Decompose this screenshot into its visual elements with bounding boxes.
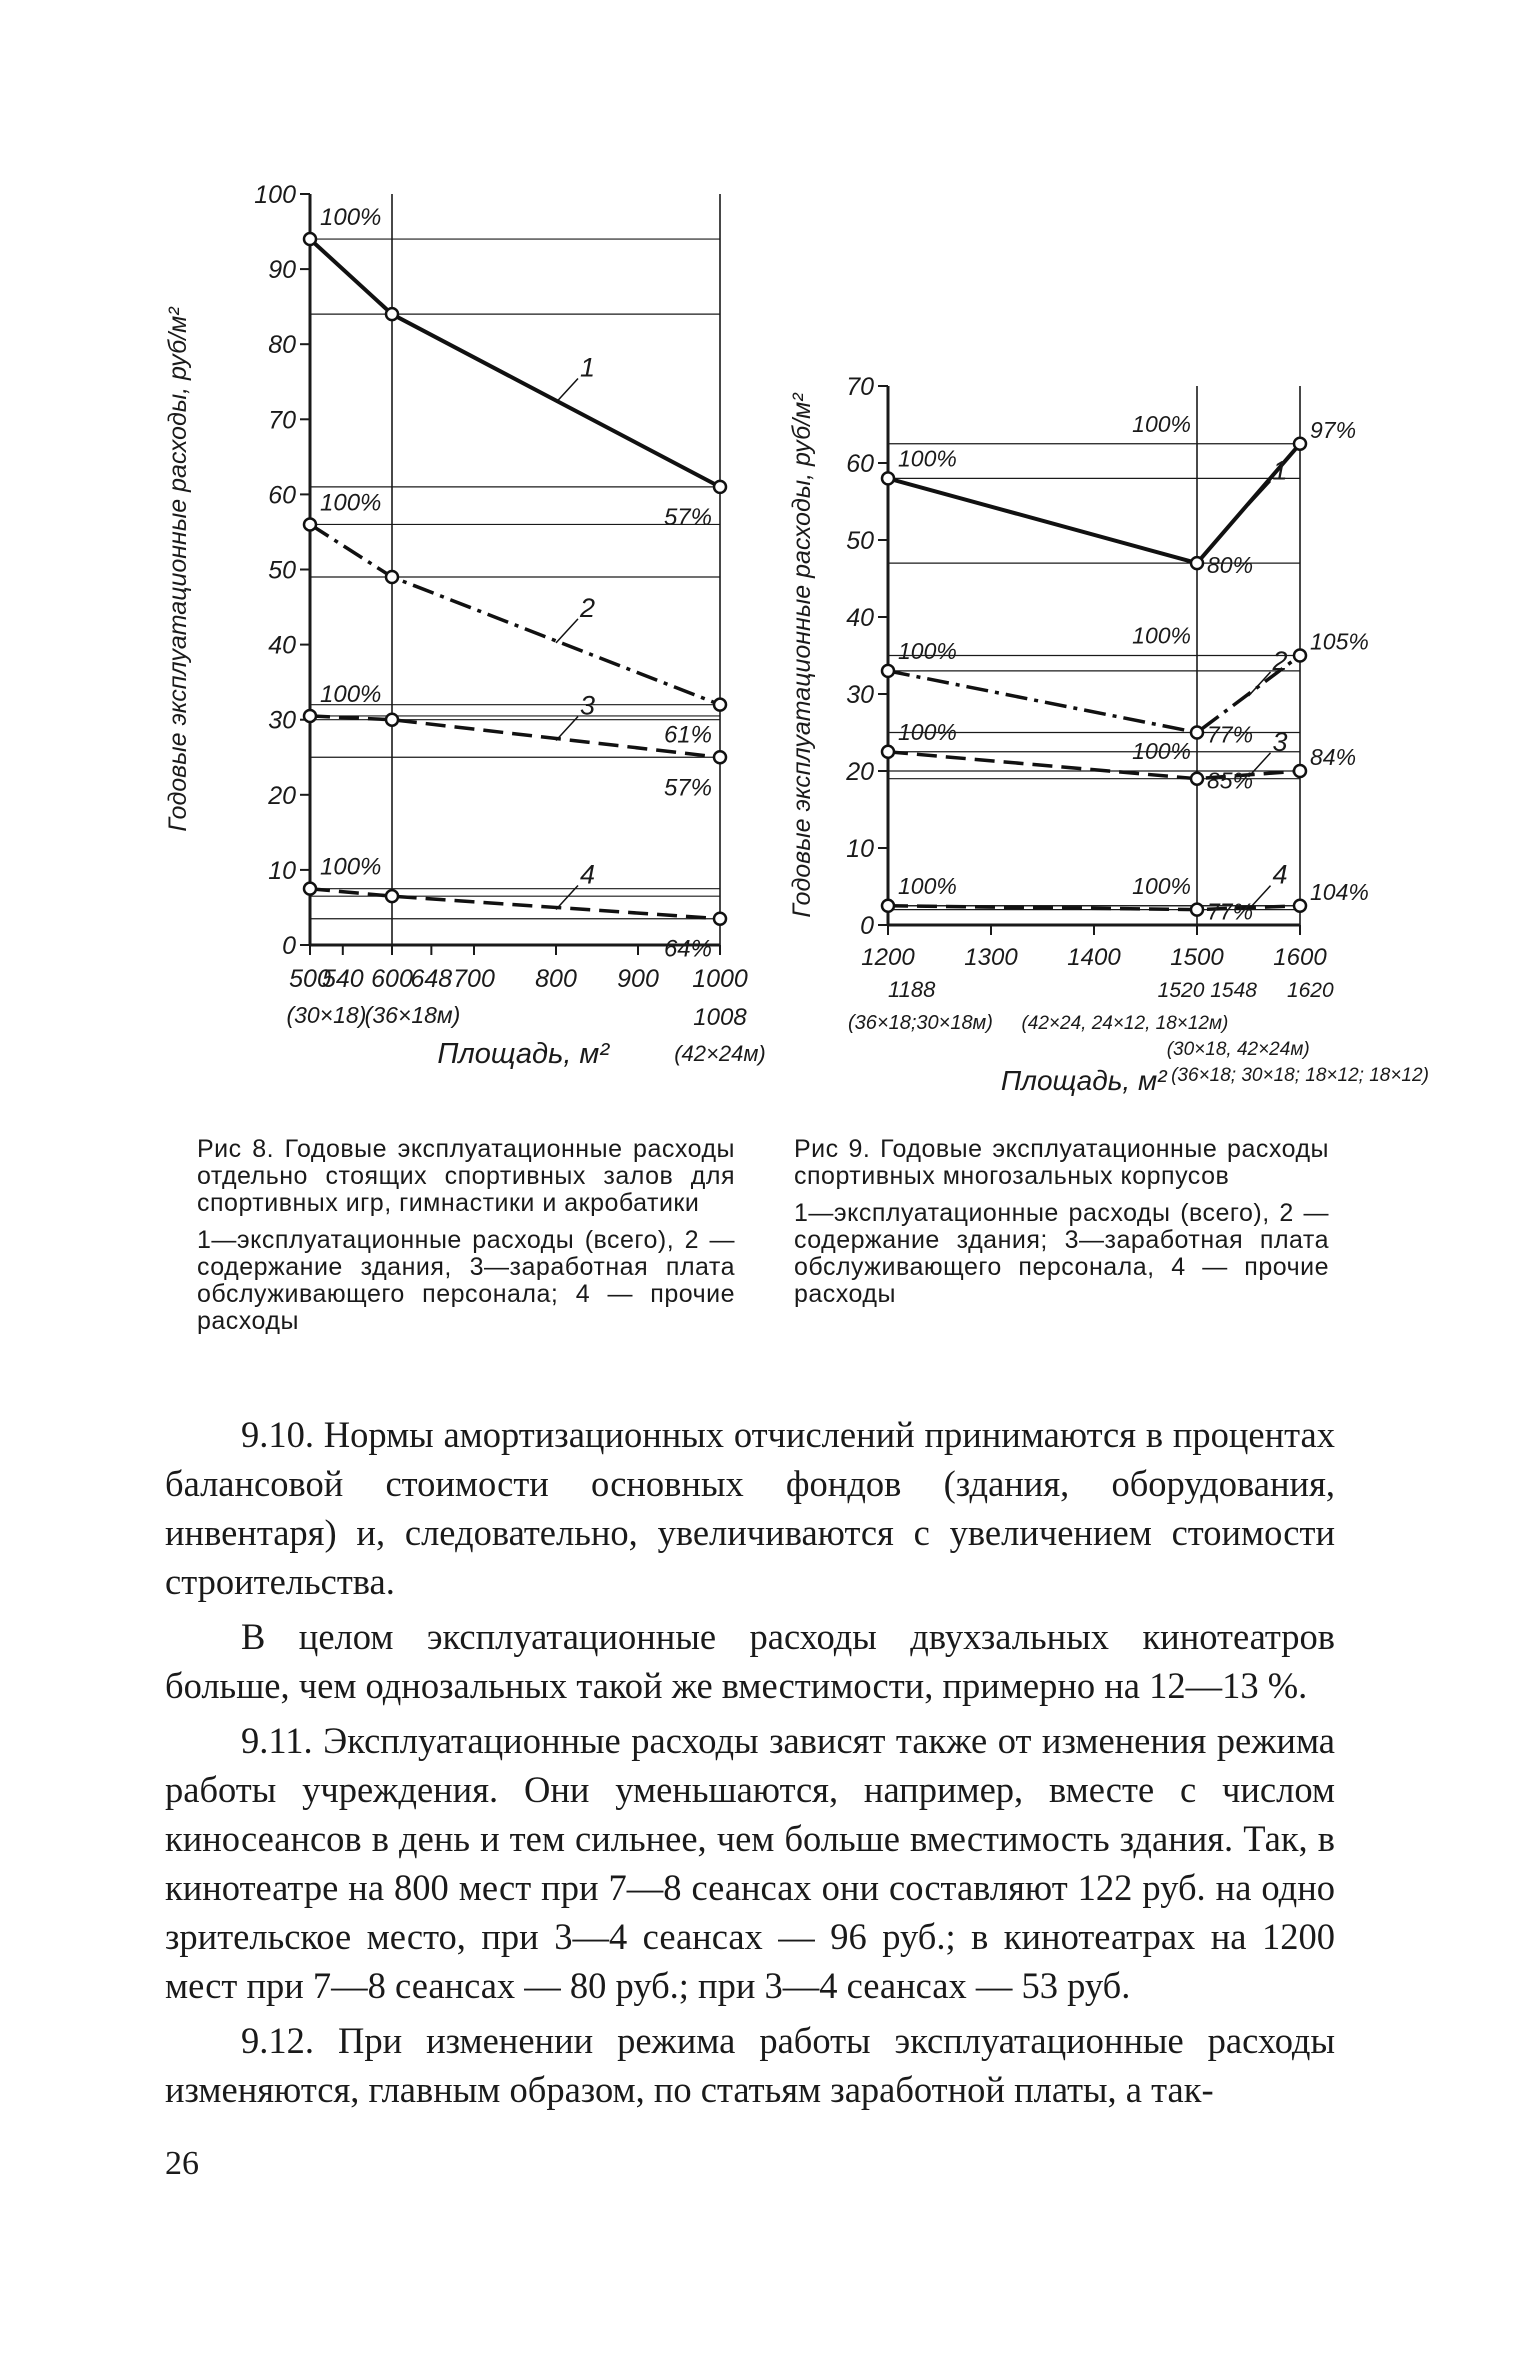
paragraph-9-11: 9.11. Эксплуатационные расходы зависят также от изменения режима работы учреждения. Они уменьшаются, например, вместе с числом киносеансов в день и тем сильнее, чем больше вместимость здания. Так, в кинотеатре на 800 мест при 7—8 сеансах они составляют 122 руб. на одно зрительское место, при 3—4 сеансах — 96 руб.; в кинотеатрах на 1200 мест при 7—8 сеансах — 80 руб.; при 3—4 сеансах — 53 руб. — [165, 1720, 1335, 2006]
x-tick-label: 540 — [321, 965, 364, 993]
series-leader-1 — [556, 379, 578, 403]
y-tick-label: 10 — [846, 835, 874, 863]
y-tick-label: 0 — [282, 932, 296, 960]
figure-9-caption — [794, 1136, 1329, 1308]
y-tick-label: 40 — [268, 631, 296, 660]
percent-label: 84% — [1310, 744, 1357, 770]
data-point-3 — [304, 710, 316, 722]
percent-label: 104% — [1310, 878, 1369, 905]
y-tick-label: 50 — [846, 527, 874, 555]
y-axis-label: Годовые эксплуатационные расходы, руб/м² — [164, 307, 192, 832]
figure-8-chart — [150, 150, 770, 1110]
percent-label: 97% — [1310, 416, 1357, 443]
series-number-4: 4 — [1272, 859, 1288, 890]
percent-label: 100% — [1132, 738, 1191, 764]
series-leader-1 — [1249, 481, 1271, 505]
y-tick-label: 70 — [846, 373, 874, 401]
series-leader-2 — [1249, 672, 1271, 696]
figure-9-caption-title: Рис 9. Годовые эксплуатационные расходы спортивных многозальных корпусов — [794, 1135, 1329, 1190]
x-annotation: (42×24, 24×12, 18×12м) — [1021, 1013, 1229, 1034]
x-tick-label: 800 — [535, 965, 577, 993]
data-point-1 — [714, 481, 726, 493]
percent-label: 100% — [320, 680, 382, 708]
x-annotation: (30×18, 42×24м) — [1166, 1039, 1310, 1060]
x-tick-label: 1200 — [861, 944, 915, 971]
percent-label: 61% — [663, 721, 712, 749]
data-point-2 — [1191, 727, 1203, 739]
data-point-3 — [882, 746, 894, 758]
data-point-3 — [714, 751, 726, 763]
percent-label: 100% — [320, 204, 382, 232]
series-number-1: 1 — [1272, 455, 1288, 486]
y-tick-label: 30 — [268, 706, 296, 735]
percent-label: 77% — [1207, 721, 1254, 748]
y-tick-label: 100 — [254, 181, 296, 209]
data-point-3 — [386, 714, 398, 726]
x-tick-label: 700 — [453, 965, 495, 993]
series-number-2: 2 — [580, 592, 596, 623]
y-tick-label: 90 — [268, 256, 296, 285]
data-point-4 — [1191, 904, 1203, 916]
percent-label: 85% — [1207, 767, 1254, 794]
series-number-3: 3 — [580, 690, 596, 721]
x-annotation: (36×18;30×18м) — [848, 1012, 993, 1034]
figure-9-caption-legend: 1—эксплуатационные расходы (всего), 2 — содержание здания; 3—заработная плата обслуживающего персонала, 4 — прочие расходы — [794, 1199, 1329, 1308]
data-point-4 — [714, 913, 726, 925]
y-tick-label: 20 — [846, 758, 874, 786]
data-point-2 — [304, 518, 316, 530]
percent-label: 100% — [1132, 622, 1191, 649]
percent-label: 100% — [320, 853, 382, 881]
series-leader-2 — [556, 619, 578, 643]
series-line-3 — [310, 716, 720, 757]
figure-9-chart — [780, 340, 1429, 1110]
x-tick-label: 900 — [617, 965, 659, 993]
percent-label: 100% — [1132, 410, 1191, 437]
data-point-1 — [304, 233, 316, 245]
x-annotation: (42×24м) — [674, 1041, 766, 1066]
data-point-1 — [1294, 438, 1306, 450]
percent-label: 100% — [898, 637, 957, 664]
figure-8-caption — [197, 1136, 735, 1335]
x-annotation: (36×18; 30×18; 18×12; 18×12) — [1171, 1065, 1429, 1086]
y-tick-label: 60 — [268, 481, 296, 510]
x-tick-label: 1600 — [1273, 944, 1327, 971]
data-point-3 — [1294, 765, 1306, 777]
x-annotation: 1620 — [1286, 979, 1334, 1002]
x-annotation: (30×18) — [286, 1002, 367, 1028]
x-annotation: 1188 — [888, 977, 936, 1002]
percent-label: 100% — [898, 718, 957, 745]
percent-label: 100% — [898, 872, 957, 899]
series-line-2 — [310, 524, 720, 704]
data-point-2 — [714, 699, 726, 711]
percent-label: 77% — [1207, 898, 1254, 925]
x-tick-label: 1400 — [1067, 944, 1121, 971]
data-point-2 — [882, 665, 894, 677]
percent-label: 100% — [1132, 872, 1191, 899]
data-point-4 — [882, 900, 894, 912]
figure-8-caption-legend: 1—эксплуатационные расходы (всего), 2 — содержание здания, 3—заработная плата обслуживающего персонала; 4 — прочие расходы — [197, 1226, 735, 1335]
data-point-4 — [386, 890, 398, 902]
x-tick-label: 600 — [371, 965, 413, 993]
x-tick-label: 1500 — [1170, 944, 1224, 971]
x-tick-label: 648 — [410, 965, 453, 993]
x-annotation: 1008 — [693, 1004, 747, 1031]
x-annotation: 1520 1548 — [1157, 979, 1257, 1002]
data-point-2 — [386, 571, 398, 583]
y-tick-label: 40 — [846, 604, 874, 632]
percent-label: 64% — [663, 935, 712, 963]
paragraph-cinemas: В целом эксплуатационные расходы двухзальных кинотеатров больше, чем однозальных такой же вместимости, примерно на 12—13 %. — [165, 1616, 1335, 1706]
data-point-1 — [386, 308, 398, 320]
figure-8-caption-title: Рис 8. Годовые эксплуатационные расходы отдельно стоящих спортивных залов для спортивных игр, гимнастики и акробатики — [197, 1135, 735, 1217]
x-annotation: (36×18м) — [364, 1002, 461, 1028]
percent-label: 80% — [1207, 552, 1254, 579]
series-number-1: 1 — [580, 352, 596, 383]
series-number-3: 3 — [1272, 726, 1288, 757]
y-tick-label: 50 — [268, 556, 296, 585]
data-point-1 — [1191, 557, 1203, 569]
percent-label: 57% — [663, 774, 712, 802]
data-point-4 — [1294, 900, 1306, 912]
y-tick-label: 20 — [268, 781, 296, 810]
x-tick-label: 500 — [289, 965, 331, 993]
paragraph-9-10: 9.10. Нормы амортизационных отчислений принимаются в процентах балансовой стоимости основных фондов (здания, оборудования, инвентаря) и, следовательно, увеличиваются с увеличением стоимости строительства. — [165, 1414, 1335, 1602]
series-number-2: 2 — [1272, 646, 1288, 676]
data-point-3 — [1191, 773, 1203, 785]
y-tick-label: 70 — [268, 406, 296, 435]
y-tick-label: 30 — [846, 681, 874, 709]
x-tick-label: 1300 — [964, 944, 1018, 971]
body-text — [165, 1410, 1335, 2120]
data-point-1 — [882, 472, 894, 484]
percent-label: 57% — [663, 503, 712, 531]
data-point-4 — [304, 883, 316, 895]
y-tick-label: 60 — [846, 450, 874, 478]
series-number-4: 4 — [580, 859, 596, 890]
y-tick-label: 80 — [268, 331, 296, 360]
paragraph-9-12: 9.12. При изменении режима работы эксплуатационные расходы изменяются, главным образом, по статьям заработной платы, а так- — [165, 2020, 1335, 2110]
percent-label: 100% — [320, 489, 382, 517]
series-line-1 — [310, 239, 720, 487]
x-axis-label: Площадь, м² — [437, 1038, 609, 1070]
y-tick-label: 0 — [860, 912, 874, 940]
x-axis-label: Площадь, м² — [1000, 1065, 1167, 1096]
data-point-2 — [1294, 650, 1306, 662]
series-line-4 — [310, 889, 720, 919]
y-tick-label: 10 — [268, 856, 296, 885]
percent-label: 100% — [898, 445, 957, 472]
y-axis-label: Годовые эксплуатационные расходы, руб/м² — [788, 393, 816, 918]
percent-label: 105% — [1310, 628, 1369, 655]
page-number: 26 — [165, 2145, 199, 2182]
x-tick-label: 1000 — [692, 965, 748, 993]
